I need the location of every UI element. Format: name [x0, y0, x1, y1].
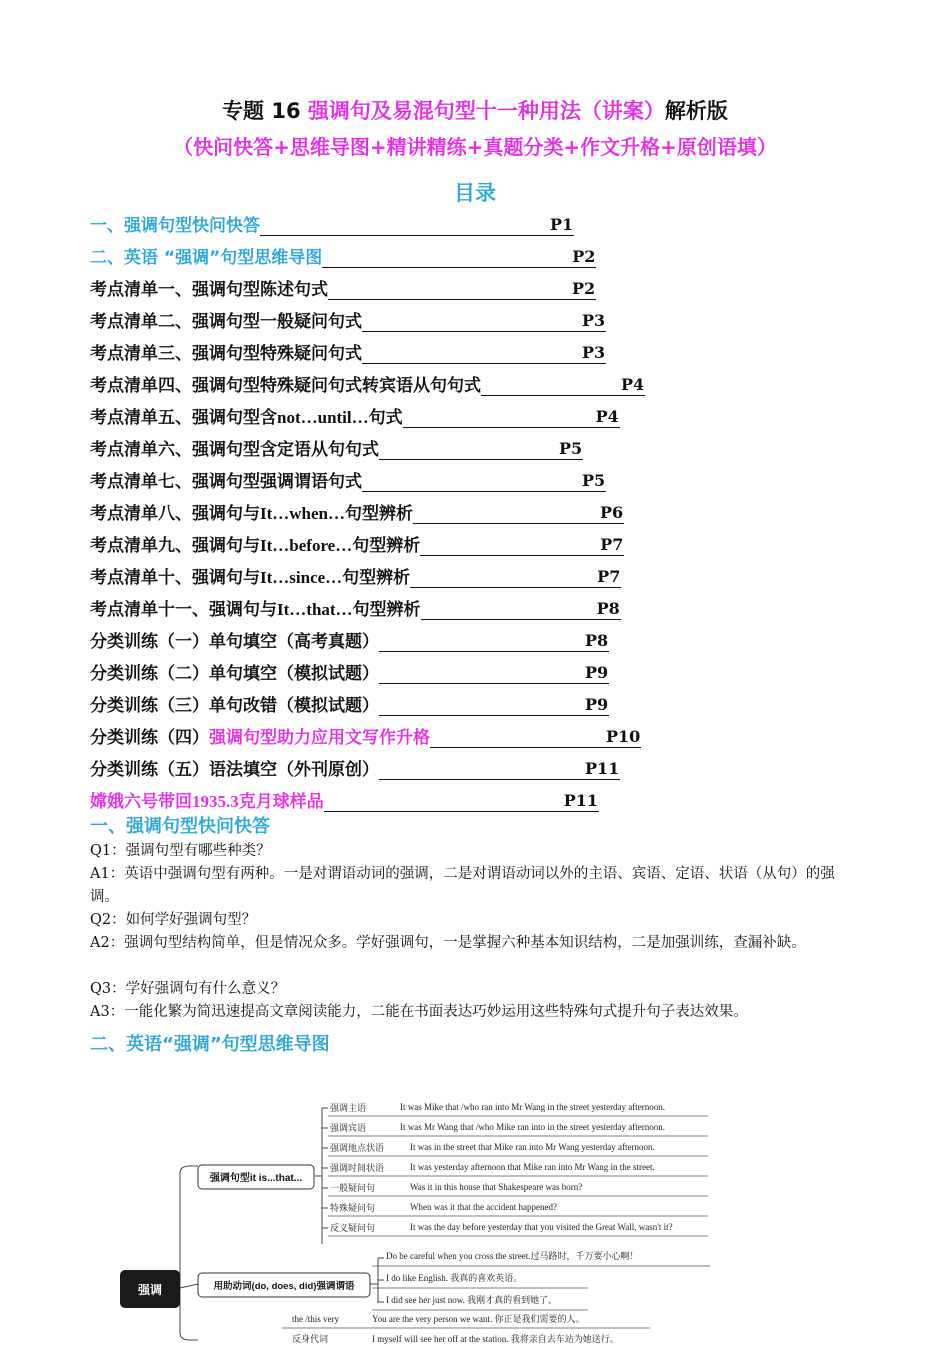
toc-item-12[interactable]: 考点清单十、强调句与 It…since… 句型辨析 P7: [90, 567, 621, 588]
mindmap-branch3-example: You are the very person we want. 你正是我们需要的人。: [372, 1314, 585, 1324]
document-subtitle: （快问快答+思维导图+精讲精练+真题分类+作文升格+原创语填）: [173, 135, 777, 159]
toc-item-10[interactable]: 考点清单八、强调句与 It…when… 句型辨析 P6: [90, 503, 624, 524]
toc-title: 目录: [454, 181, 496, 205]
q1-text: Q1：强调句型有哪些种类？: [90, 843, 271, 859]
mindmap-branch1-example: Was it in this house that Shakespeare was born?: [410, 1182, 583, 1192]
toc-item-5[interactable]: 考点清单三、强调句型特殊疑问句式 P3: [90, 343, 606, 364]
mindmap-branch3-key: 反身代词: [292, 1334, 329, 1344]
title-prefix: 专题 16: [222, 99, 308, 123]
mindmap-branch1: 强调句型it is...that...: [209, 1173, 303, 1184]
mindmap-branch1-key: 强调地点状语: [330, 1143, 385, 1153]
toc-item-18[interactable]: 分类训练（五）语法填空（外刊原创） P11: [90, 759, 620, 780]
a2-text: A2：强调句型结构简单，但是情况众多。学好强调句，一是掌握六种基本知识结构，二是加强训练，查漏补缺。: [90, 935, 806, 951]
toc-item-14[interactable]: 分类训练（一）单句填空（高考真题） P8: [90, 631, 609, 652]
toc-item-19[interactable]: 嫦娥六号带回 1935.3 克月球样品 P11: [90, 791, 599, 812]
section2-heading: 二、英语“强调”句型思维导图: [90, 1034, 330, 1055]
toc-item-1[interactable]: 一、强调句型快问快答 P1: [90, 215, 574, 236]
mindmap-branch1-key: 一般疑问句: [330, 1183, 376, 1193]
toc-item-9[interactable]: 考点清单七、强调句型强调谓语句式 P5: [90, 471, 606, 492]
a3-text: A3：一能化繁为简迅速提高文章阅读能力，二能在书面表达巧妙运用这些特殊句式提升句子表达效果。: [90, 1004, 748, 1020]
mindmap-branch1-example: It was yesterday afternoon that Mike ran into Mr Wang in the street.: [410, 1162, 655, 1172]
toc-item-13[interactable]: 考点清单十一、强调句与 It…that… 句型辨析 P8: [90, 599, 620, 620]
mindmap-branch2: 用助动词(do, does, did)强调谓语: [213, 1281, 355, 1292]
title-main: 强调句及易混句型十一种用法（讲案）: [307, 99, 665, 123]
mindmap-branch1-key: 特殊疑问句: [330, 1203, 376, 1213]
toc-item-8[interactable]: 考点清单六、强调句型含定语从句句式 P5: [90, 439, 583, 460]
mindmap-branch2-example: I do like English. 我真的喜欢英语。: [386, 1273, 523, 1283]
mindmap-branch3-key: the /this very: [292, 1314, 339, 1324]
mindmap-branch1-example: When was it that the accident happened?: [410, 1202, 557, 1212]
mindmap-branch1-example: It was in the street that Mike ran into Mr Wang yesterday afternoon.: [410, 1142, 655, 1152]
toc-item-17[interactable]: 分类训练（四） 强调句型助力应用文写作升格 P10: [90, 727, 641, 748]
mindmap-diagram: [110, 1088, 730, 1347]
q2-text: Q2：如何学好强调句型？: [90, 912, 257, 928]
toc-item-15[interactable]: 分类训练（二）单句填空（模拟试题） P9: [90, 663, 609, 684]
mindmap-branch1-key: 强调主语: [330, 1103, 367, 1113]
a1-text: A1：英语中强调句型有两种。一是对谓语动词的强调，二是对谓语动词以外的主语、宾语、定语、状语（从句）的强调。: [90, 866, 835, 905]
mindmap-branch1-key: 反义疑问句: [330, 1223, 376, 1233]
mindmap-branch1-example: It was Mike that /who ran into Mr Wang in the street yesterday afternoon.: [400, 1102, 666, 1112]
mindmap-branch1-key: 强调时间状语: [330, 1163, 385, 1173]
toc-item-3[interactable]: 考点清单一、强调句型陈述句式 P2: [90, 279, 596, 300]
mindmap-branch2-example: I did see her just now. 我刚才真的看到她了。: [386, 1295, 558, 1305]
toc-item-2[interactable]: 二、英语 “强调”句型思维导图 P2: [90, 247, 596, 268]
document-title: [0, 95, 950, 125]
mindmap-branch1-key: 强调宾语: [330, 1123, 367, 1133]
q3-text: Q3：学好强调句有什么意义？: [90, 981, 286, 997]
mindmap-branch1-example: It was the day before yesterday that you visited the Great Wall, wasn't it?: [410, 1222, 673, 1232]
toc-item-16[interactable]: 分类训练（三）单句改错（模拟试题） P9: [90, 695, 609, 716]
title-suffix: 解析版: [664, 99, 728, 123]
toc-item-6[interactable]: 考点清单四、强调句型特殊疑问句式转宾语从句句式 P4: [90, 375, 645, 396]
section1-heading: 一、强调句型快问快答: [90, 816, 270, 837]
toc-item-7[interactable]: 考点清单五、强调句型含 not…until… 句式 P4: [90, 407, 619, 428]
mindmap-branch1-example: It was Mr Wang that /who Mike ran into in the street yesterday afternoon.: [400, 1122, 666, 1132]
mindmap-branch3-example: I myself will see her off at the station. 我将亲自去车站为她送行。: [372, 1334, 619, 1344]
toc-item-11[interactable]: 考点清单九、强调句与 It…before… 句型辨析 P7: [90, 535, 624, 556]
mindmap-branch2-example: Do be careful when you cross the street.过马路时，千万要小心啊！: [386, 1251, 639, 1261]
toc-item-4[interactable]: 考点清单二、强调句型一般疑问句式 P3: [90, 311, 606, 332]
mindmap-root: 强调: [137, 1283, 163, 1297]
